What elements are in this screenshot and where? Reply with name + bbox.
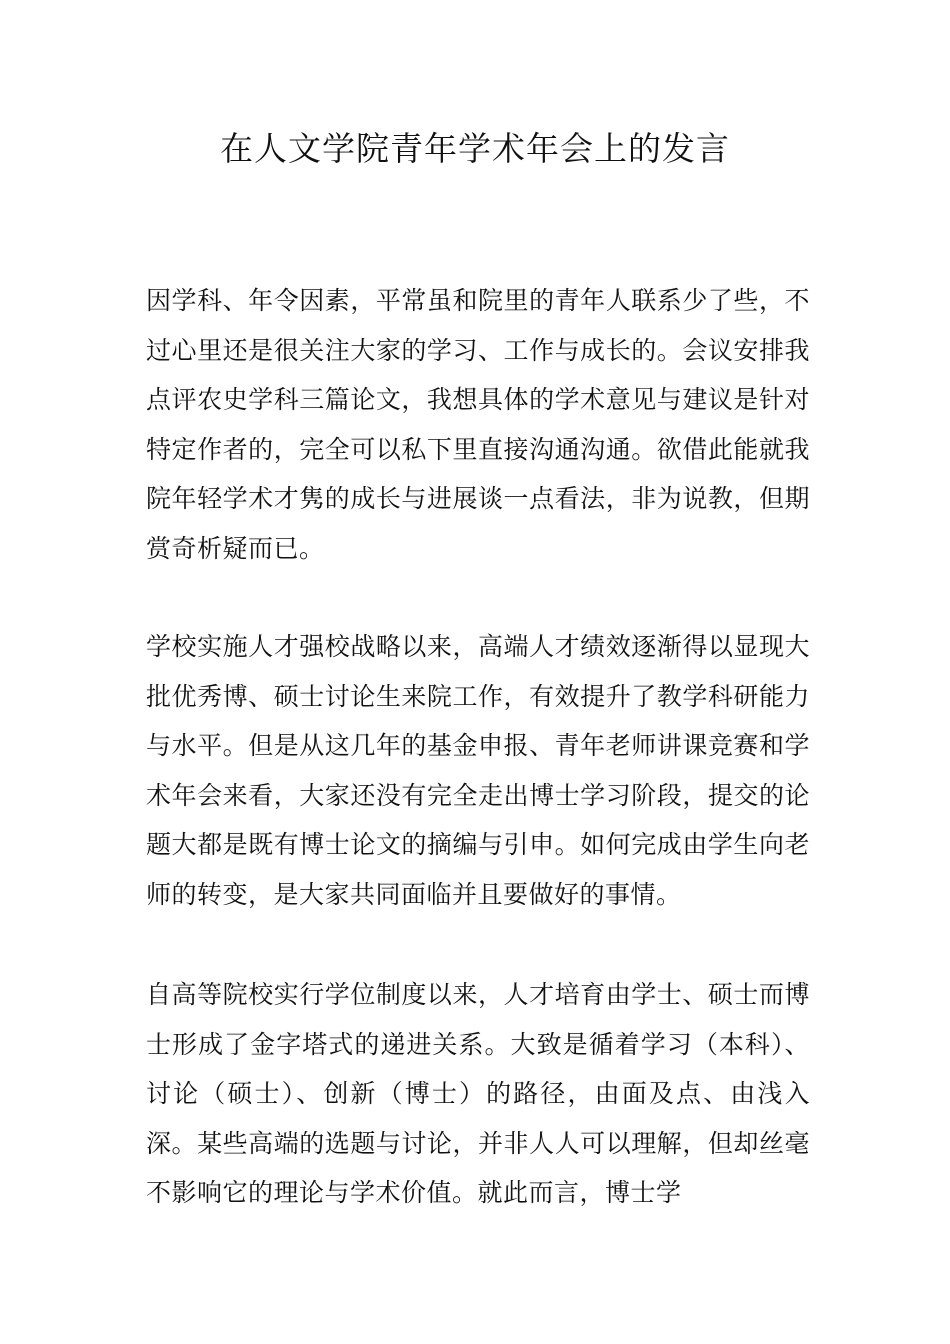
paragraph-1: 因学科、年令因素，平常虽和院里的青年人联系少了些，不过心里还是很关注大家的学习、工作与成长的。会议安排我点评农史学科三篇论文，我想具体的学术意见与建议是针对特定作者的，完全可以私下里直接沟通沟通。欲借此能就我院年轻学术才隽的成长与进展谈一点看法，非为说教，但期赏奇析疑而已。 xyxy=(146,286,810,563)
paragraph-3: 自高等院校实行学位制度以来，人才培育由学士、硕士而博士形成了金字塔式的递进关系。大致是循着学习（本科）、讨论（硕士）、创新（博士）的路径，由面及点、由浅入深。某些高端的选题与讨论，并非人人可以理解，但却丝毫不影响它的理论与学术价值。就此而言，博士学 xyxy=(146,980,810,1208)
paragraph-2: 学校实施人才强校战略以来，高端人才绩效逐渐得以显现大批优秀博、硕士讨论生来院工作，有效提升了教学科研能力与水平。但是从这几年的基金申报、青年老师讲课竞赛和学术年会来看，大家还没有完全走出博士学习阶段，提交的论题大都是既有博士论文的摘编与引申。如何完成由学生向老师的转变，是大家共同面临并且要做好的事情。 xyxy=(146,632,810,909)
document-title: 在人文学院青年学术年会上的发言 xyxy=(220,129,730,168)
